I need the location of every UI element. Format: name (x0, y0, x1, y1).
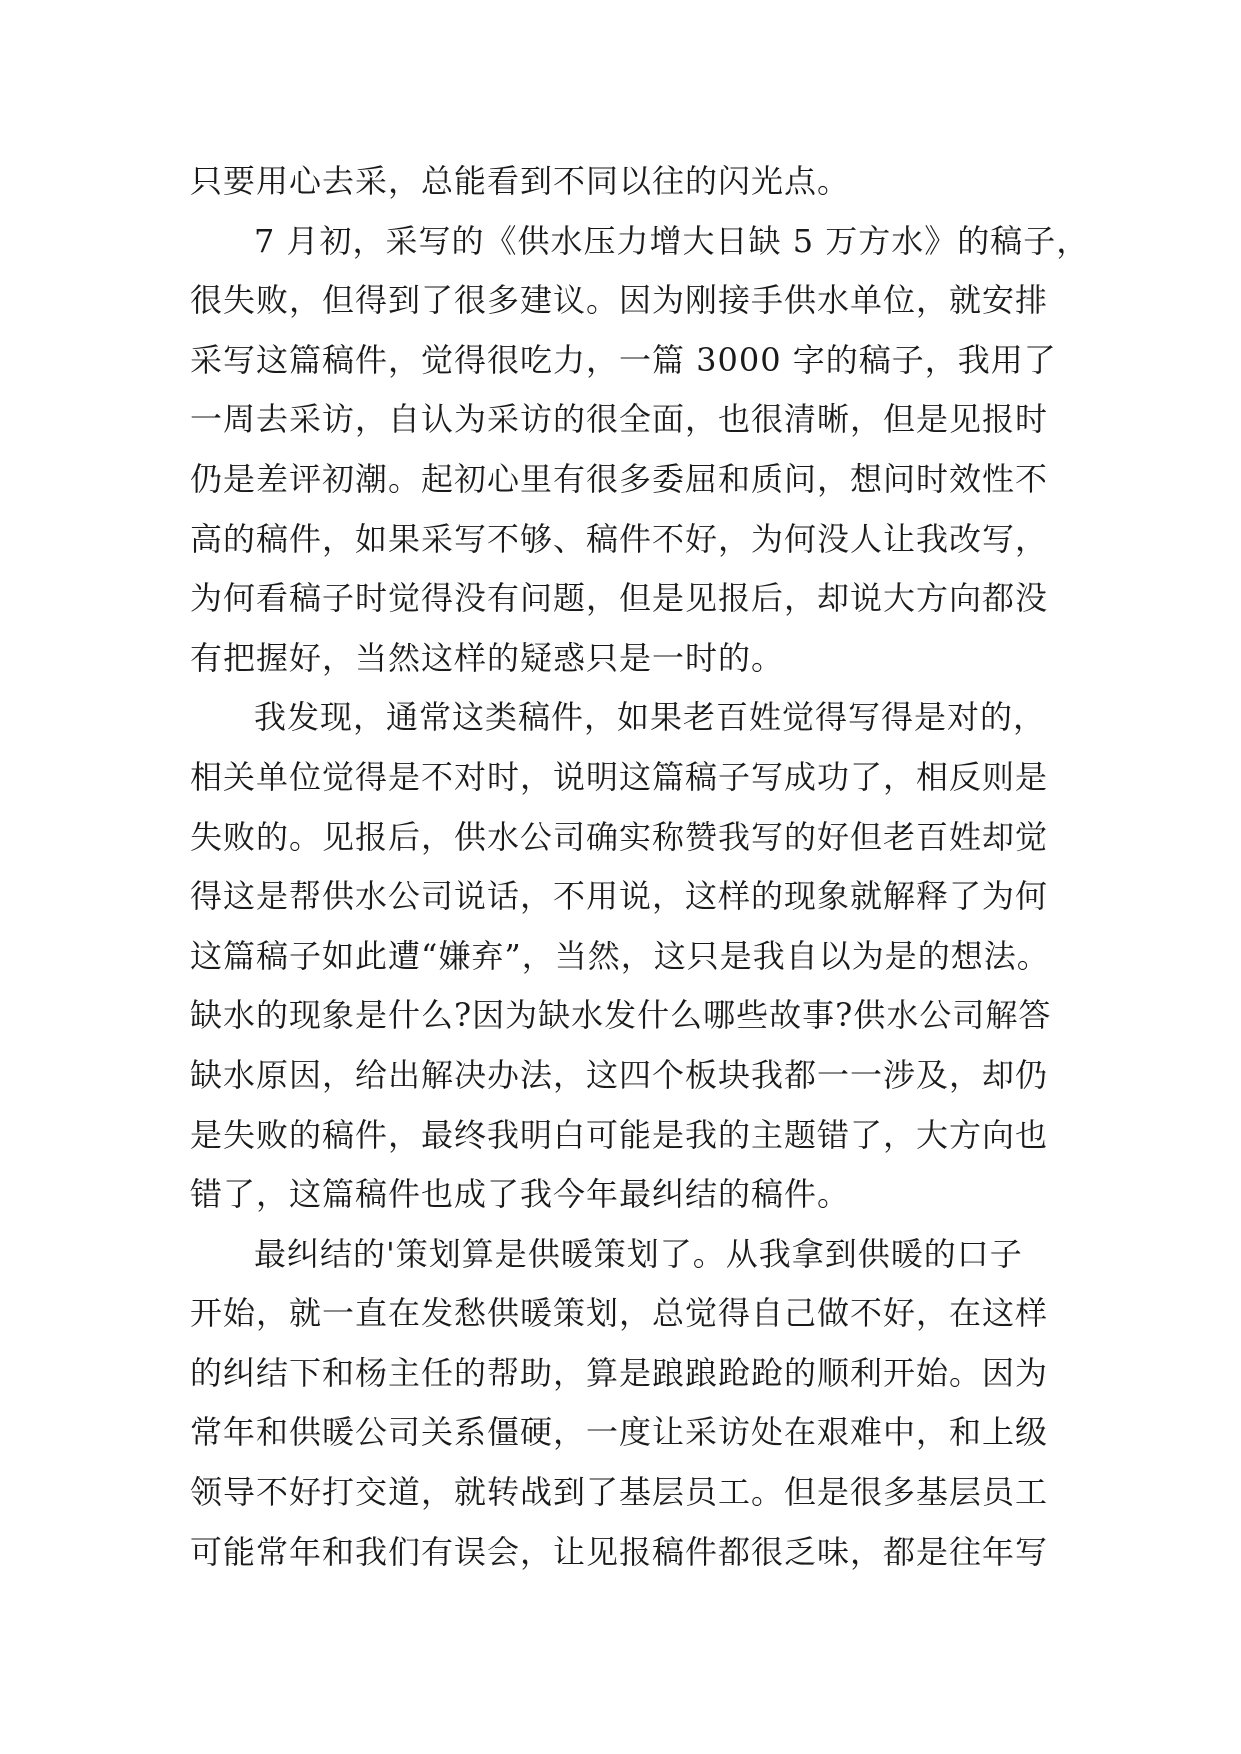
text-line: 的纠结下和杨主任的帮助，算是踉踉跄跄的顺利开始。因为 (190, 1353, 1049, 1392)
text-line: 错了，这篇稿件也成了我今年最纠结的稿件。 (190, 1175, 851, 1214)
text-line: 得这是帮供水公司说话，不用说，这样的现象就解释了为何 (190, 877, 1049, 916)
text-line: 这篇稿子如此遭“嫌弃”，当然，这只是我自以为是的想法。 (190, 936, 1050, 975)
text-line: 常年和供暖公司关系僵硬，一度让采访处在艰难中，和上级 (190, 1413, 1049, 1452)
text-line: 仍是差评初潮。起初心里有很多委屈和质问，想问时效性不 (190, 459, 1049, 498)
text-line: 可能常年和我们有误会，让见报稿件都很乏味，都是往年写 (190, 1532, 1049, 1571)
text-line: 只要用心去采，总能看到不同以往的闪光点。 (190, 162, 851, 200)
text-line: 很失败，但得到了很多建议。因为刚接手供水单位，就安排 (190, 281, 1049, 320)
text-line: 有把握好，当然这样的疑惑只是一时的。 (190, 638, 785, 677)
text-line: 采写这篇稿件，觉得很吃力，一篇 3000 字的稿子，我用了 (190, 340, 1057, 379)
paragraph-start-line: 我发现，通常这类稿件，如果老百姓觉得写得是对的， (254, 698, 1047, 737)
paragraph-start-line: 最纠结的'策划算是供暖策划了。从我拿到供暖的口子 (254, 1234, 1023, 1273)
text-line: 高的稿件，如果采写不够、稿件不好，为何没人让我改写， (190, 519, 1049, 558)
text-line: 开始，就一直在发愁供暖策划，总觉得自己做不好，在这样 (190, 1294, 1049, 1333)
text-line: 一周去采访，自认为采访的很全面，也很清晰，但是见报时 (190, 400, 1049, 439)
text-line: 是失败的稿件，最终我明白可能是我的主题错了，大方向也 (190, 1115, 1049, 1154)
paragraph-start-line: 7 月初，采写的《供水压力增大日缺 5 万方水》的稿子， (254, 221, 1090, 260)
text-line: 失败的。见报后，供水公司确实称赞我写的好但老百姓却觉 (190, 817, 1049, 856)
text-line: 缺水原因，给出解决办法，这四个板块我都一一涉及，却仍 (190, 1055, 1049, 1094)
text-line: 为何看稿子时觉得没有问题，但是见报后，却说大方向都没 (190, 579, 1049, 618)
text-line: 相关单位觉得是不对时，说明这篇稿子写成功了，相反则是 (190, 757, 1049, 796)
text-line: 领导不好打交道，就转战到了基层员工。但是很多基层员工 (190, 1473, 1049, 1512)
text-line: 缺水的现象是什么?因为缺水发什么哪些故事?供水公司解答 (190, 996, 1052, 1035)
body-text (190, 152, 1090, 1582)
